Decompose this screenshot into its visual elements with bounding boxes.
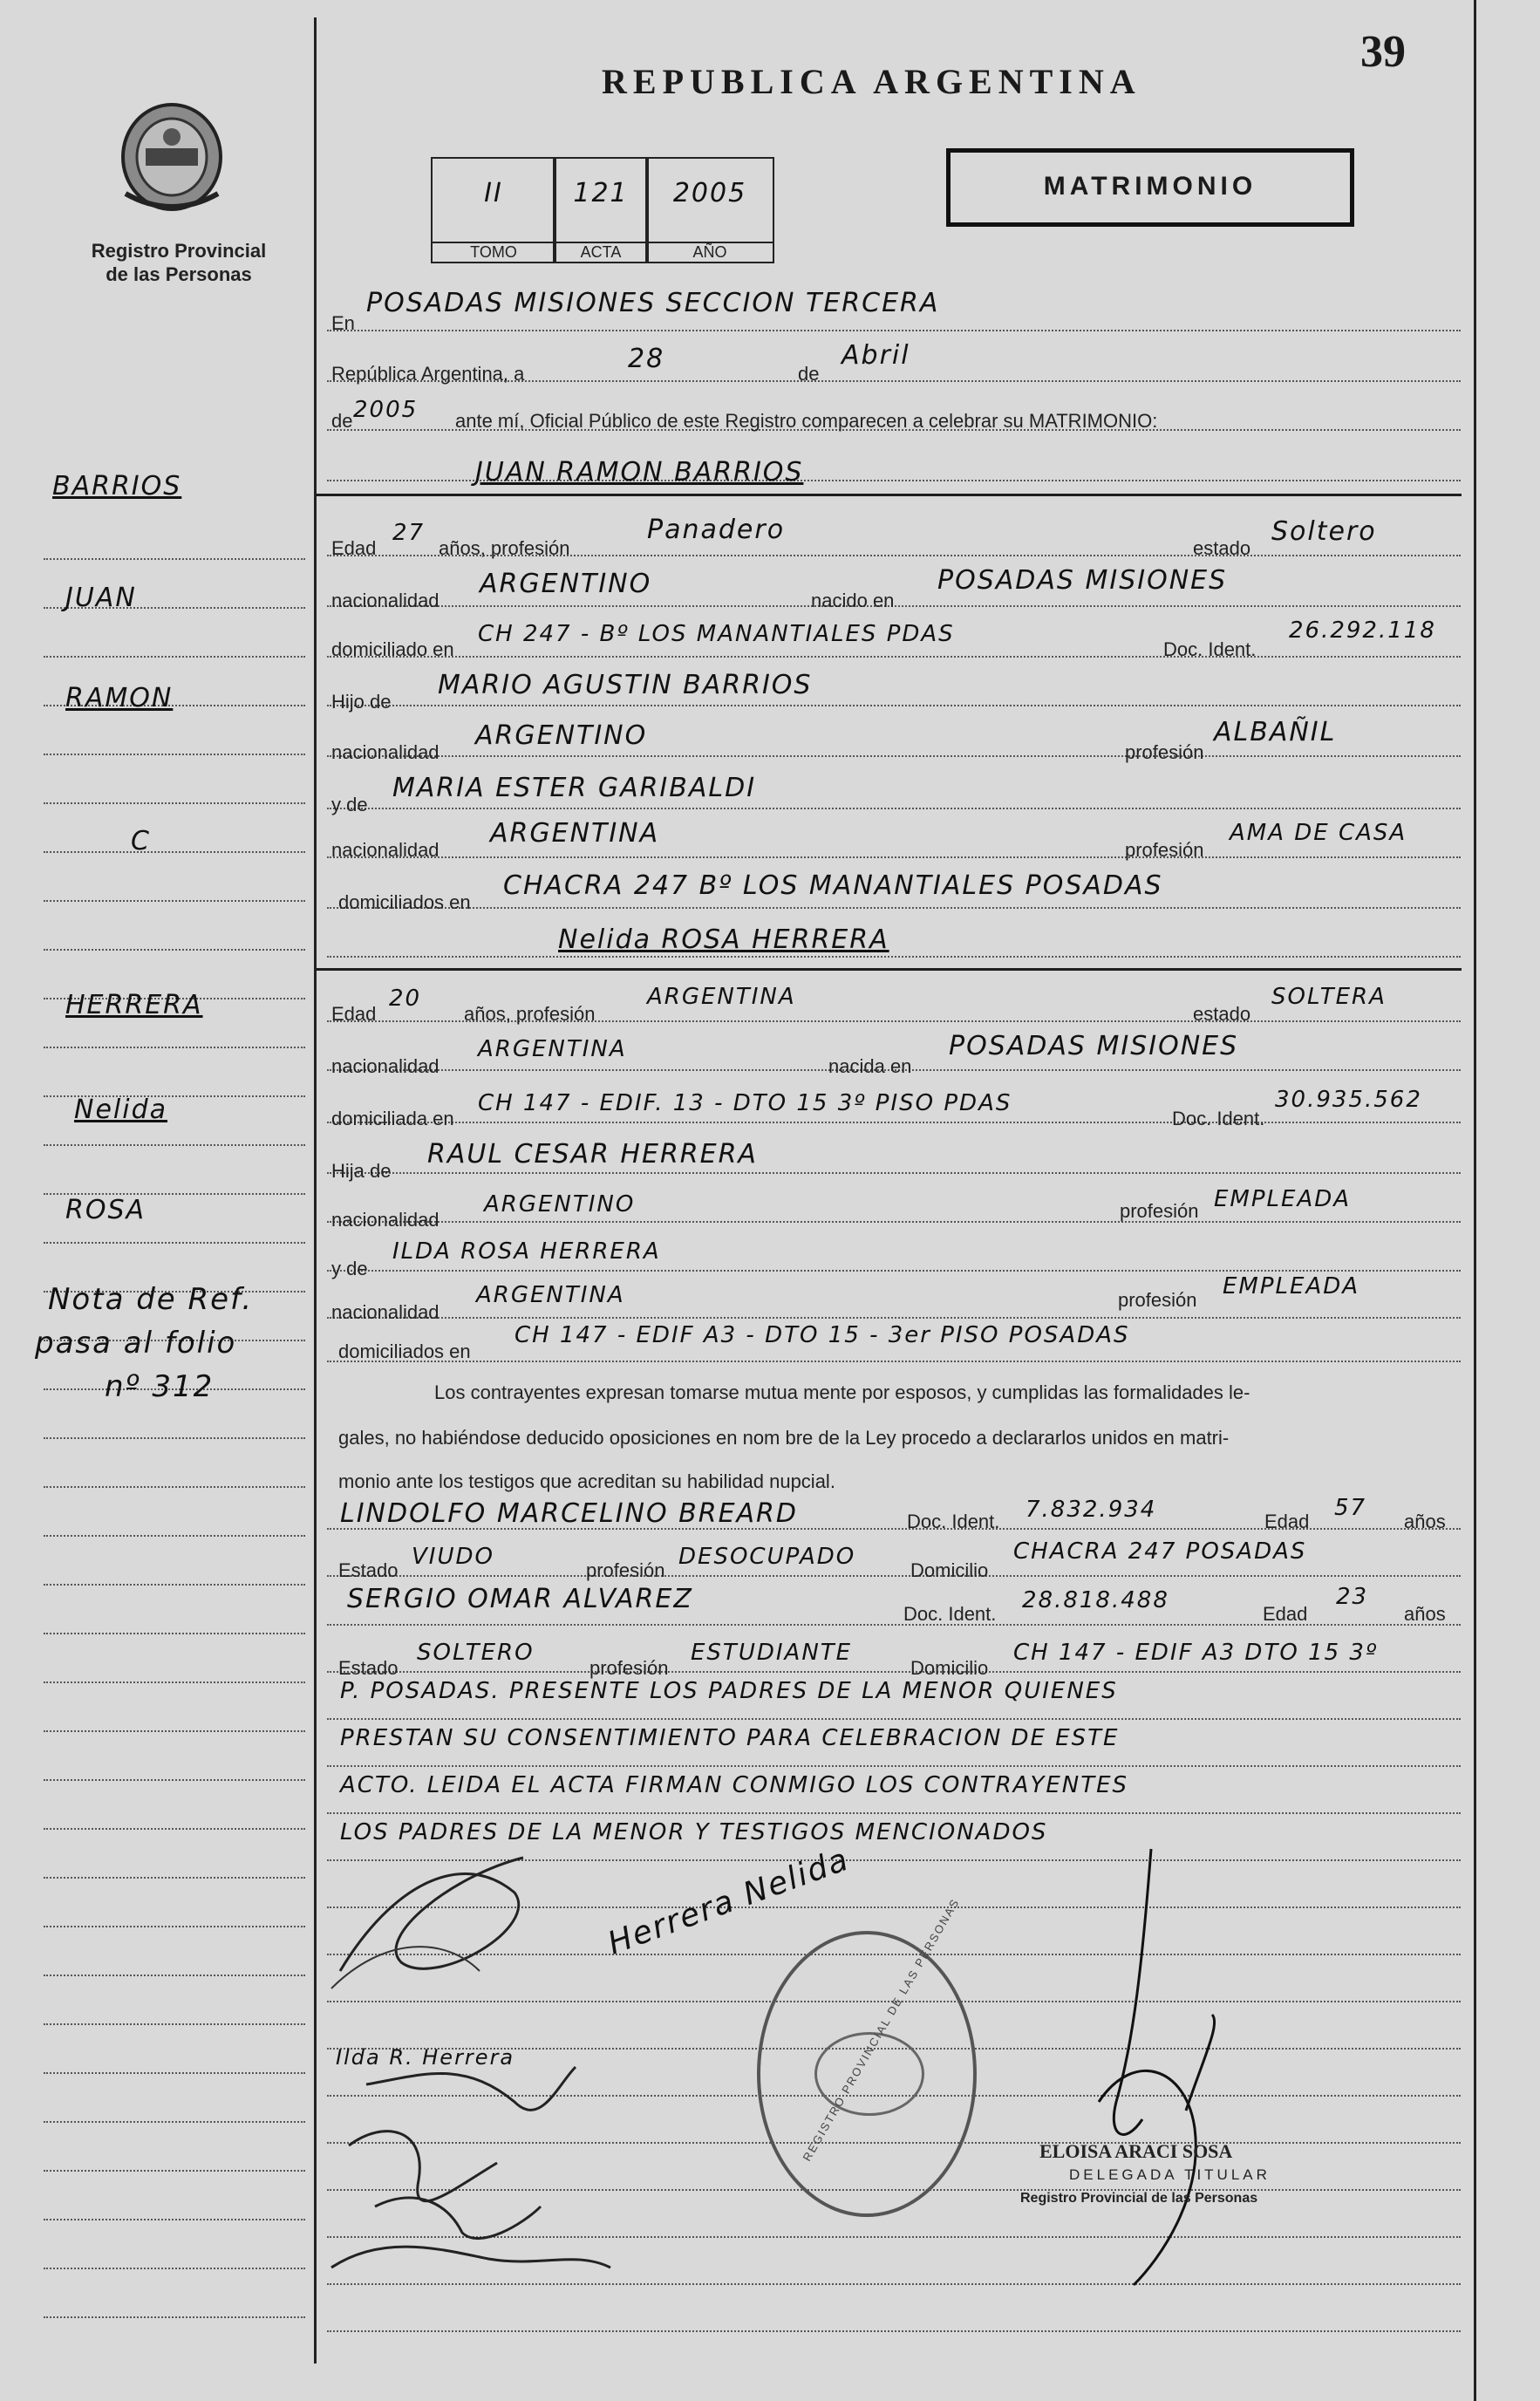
- margin-note-2: pasa al folio: [35, 1326, 237, 1361]
- registry-name: [78, 239, 279, 286]
- witness-2-edad-label: Edad: [1263, 1603, 1308, 1625]
- groom-estado: Soltero: [1271, 516, 1377, 547]
- groom-profesion: Panadero: [647, 515, 786, 545]
- bride-padre-nac: ARGENTINO: [484, 1191, 636, 1218]
- observation-line-2: PRESTAN SU CONSENTIMIENTO PARA CELEBRACION DE ESTE: [340, 1725, 1120, 1751]
- body-ruled-line: [327, 1361, 1461, 1362]
- margin-ruled-line: [44, 2121, 305, 2123]
- groom-name: JUAN RAMON BARRIOS: [475, 457, 804, 488]
- bride-doc-label: Doc. Ident.: [1172, 1108, 1265, 1129]
- bride-hija-label: Hija de: [331, 1160, 392, 1182]
- declaration-line-3: monio ante los testigos que acreditan su habilidad nupcial.: [338, 1470, 835, 1492]
- groom-madre-nac-label: nacionalidad: [331, 839, 440, 861]
- margin-surname-2: HERRERA: [65, 990, 203, 1020]
- body-ruled-line: [327, 1172, 1461, 1174]
- bride-padre: RAUL CESAR HERRERA: [427, 1139, 758, 1170]
- stamp-text: REGISTRO PROVINCIAL DE LAS PERSONAS: [800, 1895, 963, 2164]
- official-name: ELOISA ARACI SOSA: [1039, 2140, 1233, 2162]
- margin-ruled-line: [44, 1047, 305, 1048]
- margin-given-1a: JUAN: [65, 583, 137, 613]
- bride-padres-dom-label: domiciliados en: [338, 1340, 471, 1362]
- right-border: [1474, 0, 1476, 2401]
- bride-padres-dom: CH 147 - EDIF A3 - DTO 15 - 3er PISO POSADAS: [514, 1322, 1130, 1348]
- witness-2-edad: 23: [1336, 1584, 1369, 1610]
- body-ruled-line: [327, 656, 1461, 658]
- margin-note-3: nº 312: [105, 1369, 215, 1404]
- margin-ruled-line: [44, 1584, 305, 1586]
- groom-domiciliado-label: domiciliado en: [331, 638, 454, 660]
- margin-ruled-line: [44, 851, 305, 853]
- body-ruled-line: [327, 705, 1461, 706]
- bride-padre-prof-label: profesión: [1120, 1200, 1199, 1222]
- tomo-box: [431, 157, 556, 263]
- bride-madre-label: y de: [331, 1258, 368, 1279]
- margin-given-1b: RAMON: [65, 683, 174, 713]
- month-value: Abril: [842, 340, 910, 371]
- margin-ruled-line: [44, 2316, 305, 2318]
- groom-profesion-label: años, profesión: [439, 537, 570, 559]
- en-label: En: [331, 312, 355, 334]
- bride-edad: 20: [389, 986, 422, 1012]
- bride-madre-prof: EMPLEADA: [1223, 1273, 1360, 1299]
- groom-padre-nac: ARGENTINO: [475, 720, 648, 751]
- day-value: 28: [628, 344, 665, 374]
- acta-label: ACTA: [555, 242, 647, 262]
- margin-ruled-line: [44, 2219, 305, 2220]
- official-stamp-icon: [757, 1895, 977, 2217]
- groom-madre-nac: ARGENTINA: [490, 818, 660, 849]
- witness-1-profesion-label: profesión: [586, 1559, 665, 1581]
- page-number: 39: [1360, 27, 1406, 77]
- margin-ruled-line: [44, 656, 305, 658]
- margin-given-2a: Nelida: [74, 1095, 167, 1125]
- tomo-value: II: [484, 178, 503, 208]
- groom-padres-dom-label: domiciliados en: [338, 891, 471, 913]
- witness-1-doc: 7.832.934: [1026, 1497, 1157, 1523]
- ano-box: [645, 157, 774, 263]
- bride-padre-prof: EMPLEADA: [1214, 1186, 1352, 1212]
- witness-2-domicilio-label: Domicilio: [910, 1657, 989, 1679]
- witness-2-doc: 28.818.488: [1022, 1587, 1169, 1613]
- groom-padre-prof-label: profesión: [1125, 741, 1204, 763]
- margin-ruled-line: [44, 558, 305, 560]
- margin-ruled-line: [44, 1437, 305, 1439]
- official-title: DELEGADA TITULAR: [1069, 2166, 1271, 2183]
- groom-section-separator: [317, 494, 1462, 496]
- margin-ruled-line: [44, 1926, 305, 1927]
- body-ruled-line: [327, 1221, 1461, 1223]
- groom-nacionalidad-label: nacionalidad: [331, 590, 440, 611]
- witness-1-doc-label: Doc. Ident.: [907, 1511, 1000, 1532]
- bride-nacionalidad: ARGENTINA: [478, 1036, 627, 1062]
- bride-nacionalidad-label: nacionalidad: [331, 1055, 440, 1077]
- margin-ruled-line: [44, 1535, 305, 1537]
- bride-madre-prof-label: profesión: [1118, 1289, 1197, 1311]
- body-ruled-line: [327, 1718, 1461, 1720]
- groom-nacido-label: nacido en: [811, 590, 895, 611]
- margin-ruled-line: [44, 1779, 305, 1781]
- groom-madre-prof: AMA DE CASA: [1230, 820, 1407, 846]
- witness-1-anos-label: años: [1404, 1511, 1446, 1532]
- body-ruled-line: [327, 2330, 1461, 2332]
- body-ruled-line: [327, 1765, 1461, 1767]
- groom-edad-label: Edad: [331, 537, 377, 559]
- bride-edad-label: Edad: [331, 1003, 377, 1025]
- margin-ruled-line: [44, 2170, 305, 2172]
- bride-estado: SOLTERA: [1271, 984, 1387, 1010]
- witness-2-name: SERGIO OMAR ALVAREZ: [347, 1584, 693, 1614]
- groom-nacionalidad: ARGENTINO: [480, 569, 652, 599]
- observation-line-1: P. POSADAS. PRESENTE LOS PADRES DE LA MENOR QUIENES: [340, 1678, 1118, 1704]
- groom-edad: 27: [392, 520, 426, 546]
- witness-1-domicilio: CHACRA 247 POSADAS: [1013, 1538, 1307, 1565]
- observation-line-4: LOS PADRES DE LA MENOR Y TESTIGOS MENCIONADOS: [340, 1819, 1048, 1845]
- body-ruled-line: [327, 956, 1461, 958]
- bride-signature: Herrera Nelida: [603, 1841, 855, 1962]
- groom-padre-nac-label: nacionalidad: [331, 741, 440, 763]
- margin-ruled-line: [44, 1144, 305, 1146]
- groom-doc: 26.292.118: [1289, 617, 1436, 644]
- official-office: Registro Provincial de las Personas: [1020, 2191, 1258, 2206]
- witness-signature: Ilda R. Herrera: [336, 2045, 515, 2070]
- body-ruled-line: [327, 755, 1461, 757]
- groom-hijo-label: Hijo de: [331, 691, 392, 713]
- witness-1-name: LINDOLFO MARCELINO BREARD: [340, 1498, 798, 1529]
- country-title: REPUBLICA ARGENTINA: [602, 62, 1141, 101]
- margin-surname-1: BARRIOS: [52, 471, 182, 501]
- witness-2-estado-label: Estado: [338, 1657, 399, 1679]
- witness-1-edad: 57: [1334, 1495, 1367, 1521]
- body-ruled-line: [327, 1575, 1461, 1577]
- groom-domicilio: CH 247 - Bº LOS MANANTIALES PDAS: [478, 621, 955, 647]
- witness-1-profesion: DESOCUPADO: [678, 1544, 856, 1570]
- margin-conjunction: C: [131, 826, 151, 856]
- margin-ruled-line: [44, 1681, 305, 1683]
- margin-ruled-line: [44, 1975, 305, 1976]
- witness-2-estado: SOLTERO: [417, 1640, 535, 1666]
- margin-ruled-line: [44, 2023, 305, 2025]
- official-signature-icon: [1081, 1840, 1238, 2294]
- bride-estado-label: estado: [1193, 1003, 1251, 1025]
- groom-doc-label: Doc. Ident.: [1163, 638, 1257, 660]
- year-value: 2005: [353, 397, 419, 423]
- margin-ruled-line: [44, 1877, 305, 1879]
- body-ruled-line: [327, 330, 1461, 331]
- body-ruled-line: [327, 907, 1461, 909]
- bride-profesion-label: años, profesión: [464, 1003, 596, 1025]
- margin-ruled-line: [44, 1486, 305, 1488]
- document-type-box: MATRIMONIO: [946, 148, 1354, 227]
- witness-2-profesion: ESTUDIANTE: [691, 1640, 853, 1666]
- provincial-emblem-icon: [115, 98, 228, 220]
- groom-padre-prof: ALBAÑIL: [1214, 717, 1337, 747]
- witness-1-edad-label: Edad: [1264, 1511, 1310, 1532]
- bride-madre-nac-label: nacionalidad: [331, 1301, 440, 1323]
- witness-2-domicilio: CH 147 - EDIF A3 DTO 15 3º: [1013, 1640, 1379, 1666]
- statement-text: ante mí, Oficial Público de este Registro comparecen a celebrar su MATRIMONIO:: [455, 410, 1158, 432]
- bride-madre-nac: ARGENTINA: [476, 1282, 625, 1308]
- acta-value: 121: [573, 178, 629, 208]
- declaration-line-2: gales, no habiéndose deducido oposiciones en nom bre de la Ley procedo a declararlos unidos en matri-: [338, 1427, 1230, 1449]
- de-label: de: [798, 363, 820, 385]
- witness-2-profesion-label: profesión: [589, 1657, 669, 1679]
- observation-line-3: ACTO. LEIDA EL ACTA FIRMAN CONMIGO LOS CONTRAYENTES: [340, 1772, 1129, 1798]
- margin-ruled-line: [44, 900, 305, 902]
- republica-label: República Argentina, a: [331, 363, 525, 385]
- declaration-line-1: Los contrayentes expresan tomarse mutua mente por esposos, y cumplidas las formalidades le-: [434, 1381, 1250, 1403]
- margin-ruled-line: [44, 2268, 305, 2269]
- bride-madre: ILDA ROSA HERRERA: [392, 1238, 661, 1265]
- margin-ruled-line: [44, 802, 305, 804]
- groom-estado-label: estado: [1193, 537, 1251, 559]
- margin-ruled-line: [44, 1242, 305, 1244]
- acta-box: [553, 157, 649, 263]
- bride-profesion: ARGENTINA: [647, 984, 796, 1010]
- body-ruled-line: [327, 1317, 1461, 1319]
- margin-ruled-line: [44, 1633, 305, 1634]
- groom-padre: MARIO AGUSTIN BARRIOS: [438, 670, 813, 700]
- bride-doc: 30.935.562: [1275, 1087, 1422, 1113]
- margin-ruled-line: [44, 754, 305, 755]
- witness-1-estado: VIUDO: [412, 1544, 494, 1570]
- body-ruled-line: [327, 1270, 1461, 1272]
- groom-madre-label: y de: [331, 794, 368, 815]
- witness-2-doc-label: Doc. Ident.: [903, 1603, 997, 1625]
- margin-given-2b: ROSA: [65, 1195, 147, 1225]
- bride-nacida: POSADAS MISIONES: [949, 1031, 1239, 1061]
- witness-1-estado-label: Estado: [338, 1559, 399, 1581]
- margin-ruled-line: [44, 949, 305, 951]
- bride-nacida-label: nacida en: [828, 1055, 912, 1077]
- signatures-scribble-icon: [314, 1797, 680, 2285]
- witness-2-anos-label: años: [1404, 1603, 1446, 1625]
- registry-line-1: Registro Provincial: [91, 240, 267, 262]
- witness-1-domicilio-label: Domicilio: [910, 1559, 989, 1581]
- body-ruled-line: [327, 1671, 1461, 1673]
- ano-label: AÑO: [647, 242, 773, 262]
- groom-padres-dom: CHACRA 247 Bº LOS MANANTIALES POSADAS: [503, 870, 1163, 901]
- margin-ruled-line: [44, 2072, 305, 2074]
- bride-padre-nac-label: nacionalidad: [331, 1209, 440, 1231]
- groom-nacido: POSADAS MISIONES: [937, 565, 1228, 596]
- groom-madre-prof-label: profesión: [1125, 839, 1204, 861]
- groom-madre: MARIA ESTER GARIBALDI: [392, 773, 757, 803]
- place-value: POSADAS MISIONES SECCION TERCERA: [366, 288, 940, 318]
- registry-line-2: de las Personas: [106, 263, 252, 285]
- body-ruled-line: [327, 856, 1461, 858]
- body-ruled-line: [327, 808, 1461, 809]
- bride-domiciliada-label: domiciliada en: [331, 1108, 454, 1129]
- margin-ruled-line: [44, 1828, 305, 1830]
- bride-domicilio: CH 147 - EDIF. 13 - DTO 15 3º PISO PDAS: [478, 1090, 1012, 1116]
- margin-ruled-line: [44, 1730, 305, 1732]
- bride-section-separator: [317, 968, 1462, 971]
- de2-label: de: [331, 410, 353, 432]
- ano-value: 2005: [672, 178, 747, 208]
- margin-note-1: Nota de Ref.: [48, 1282, 254, 1317]
- bride-name: Nelida ROSA HERRERA: [558, 924, 889, 955]
- body-ruled-line: [327, 1122, 1461, 1123]
- tomo-label: TOMO: [433, 242, 555, 262]
